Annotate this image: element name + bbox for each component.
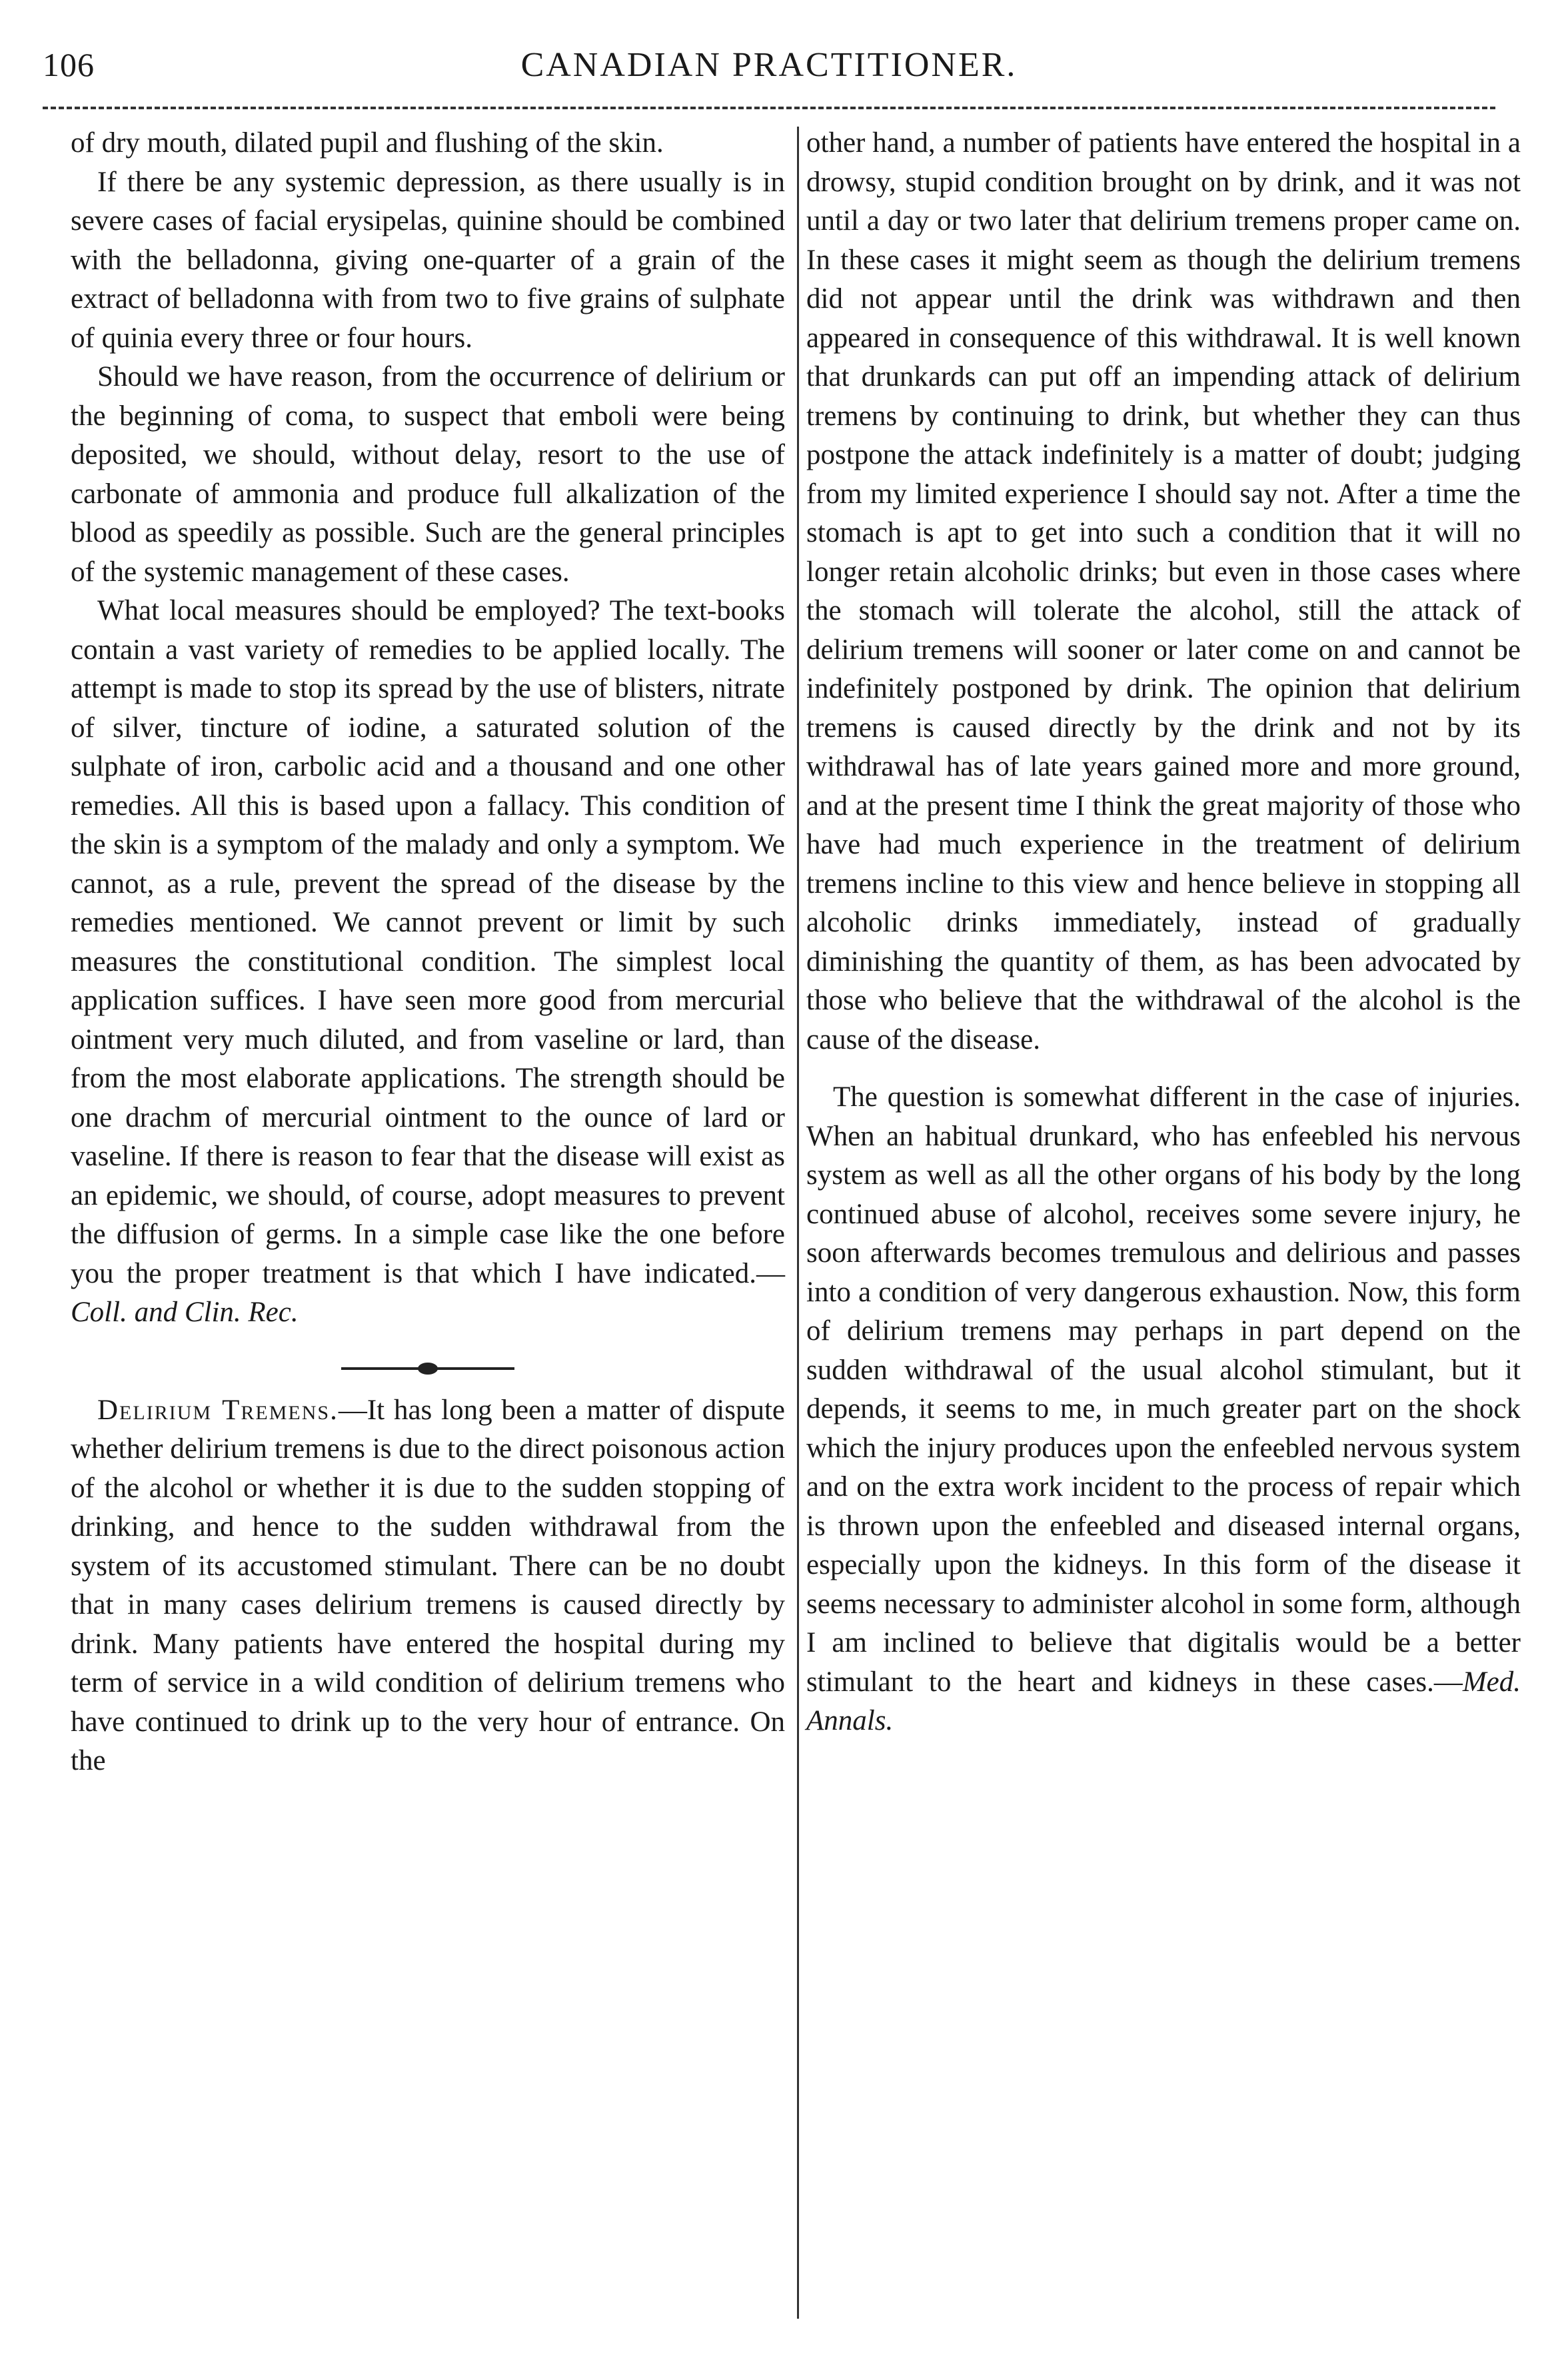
article-separator bbox=[341, 1367, 514, 1370]
source-citation: Coll. and Clin. Rec. bbox=[71, 1297, 299, 1328]
header-rule bbox=[43, 107, 1495, 109]
paragraph: Should we have reason, from the occurrence of delirium or the beginning of coma, to suspect that emboli were being deposited, we should, without delay, resort to the use of carbonate of ammonia and produce full alkalization of the blood as speedily as possible. Such are the general principles of the systemic management of these cases. bbox=[71, 361, 785, 588]
column-divider bbox=[797, 127, 799, 2319]
right-column bbox=[806, 124, 1521, 2323]
paragraph-text: —It has long been a matter of dispute whether delirium tremens is due to the direct poisonous action of the alcohol or whether it is due to the sudden stopping of drinking, and hence to the sudden withdrawal from the system of its accustomed stimulant. There can be no doubt that in many cases delirium tremens is caused directly by drink. Many patients have entered the hospital during my term of service in a wild condition of delirium tremens who have continued to drink up to the very hour of entrance. On the bbox=[71, 1394, 785, 1776]
paragraph: If there be any systemic depression, as there usually is in severe cases of facial erysipelas, quinine should be combined with the belladonna, giving one-quarter of a grain of the extract of belladonna with from two to five grains of sulphate of quinia every three or four hours. bbox=[71, 166, 785, 354]
article-paragraph bbox=[71, 1391, 785, 1781]
paragraph bbox=[71, 592, 785, 1333]
paragraph bbox=[806, 1078, 1521, 1741]
paragraph: other hand, a number of patients have entered the hospital in a drowsy, stupid condition brought on by drink, and it was not until a day or two later that delirium tremens proper came on. In these cases it might seem as though the delirium tremens did not appear until the drink was withdrawn and then appeared in consequence of this withdrawal. It is well known that drunkards can put off an impending attack of delirium tremens by continuing to drink, but whether they can thus postpone the attack indefinitely is a matter of doubt; judging from my limited experience I should say not. After a time the stomach is apt to get into such a condition that it will no longer retain alcoholic drinks; but even in those cases where the stomach will tolerate the alcohol, still the attack of delirium tremens will sooner or later come on and cannot be indefinitely postponed by drink. The opinion that delirium tremens is caused directly by the drink and not by its withdrawal has of late years gained more and more ground, and at the present time I think the great majority of those who have had much experience in the treatment of delirium tremens incline to this view and hence believe in stopping all alcoholic drinks immediately, instead of gradually diminishing the quantity of them, as has been advocated by those who believe that the withdrawal of the alcohol is the cause of the disease. bbox=[806, 127, 1521, 1055]
article-heading: Delirium Tremens. bbox=[97, 1394, 339, 1426]
paragraph-text: The question is somewhat different in the case of injuries. When an habitual drunkard, who has enfeebled his nervous system as well as all the other organs of his body by the long continued abuse of alcohol, receives some severe injury, he soon afterwards becomes tremulous and delirious and passes into a condition of very dangerous exhaustion. Now, this form of delirium tremens may perhaps in part depend on the sudden withdrawal of the usual alcohol stimulant, but it depends, it seems to me, in much greater part on the shock which the injury produces upon the enfeebled nervous system and on the extra work incident to the process of repair which is thrown upon the enfeebled and diseased internal organs, especially upon the kidneys. In this form of the disease it seems necessary to administer alcohol in some form, although I am inclined to believe that digitalis would be a better stimulant to the heart and kidneys in these cases.— bbox=[806, 1081, 1521, 1698]
journal-title: CANADIAN PRACTITIONER. bbox=[520, 46, 1018, 84]
running-header bbox=[43, 39, 1495, 99]
paragraph-text: What local measures should be employed? The text-books contain a vast variety of remedies to be applied locally. The attempt is made to stop its spread by the use of blisters, nitrate of silver, tincture of iodine, a saturated solution of the sulphate of iron, carbolic acid and a thousand and one other remedies. All this is based upon a fallacy. This condition of the skin is a symptom of the malady and only a symptom. We cannot, as a rule, prevent the spread of the disease by the remedies mentioned. We cannot prevent or limit by such measures the constitutional condition. The simplest local application suffices. I have seen more good from mercurial ointment very much diluted, and from vaseline or lard, than from the most elaborate applications. The strength should be one drachm of mercurial ointment to the ounce of lard or vaseline. If there is reason to fear that the disease will exist as an epidemic, we should, of course, adopt measures to prevent the diffusion of germs. In a simple case like the one before you the proper treatment is that which I have indicated.— bbox=[71, 595, 785, 1289]
page-number: 106 bbox=[43, 46, 95, 83]
left-column bbox=[71, 124, 785, 2323]
paragraph-gap bbox=[806, 1059, 1521, 1078]
source-citation: Med. Annals. bbox=[806, 1666, 1521, 1736]
paragraph: of dry mouth, dilated pupil and flushing of the skin. bbox=[71, 127, 664, 159]
